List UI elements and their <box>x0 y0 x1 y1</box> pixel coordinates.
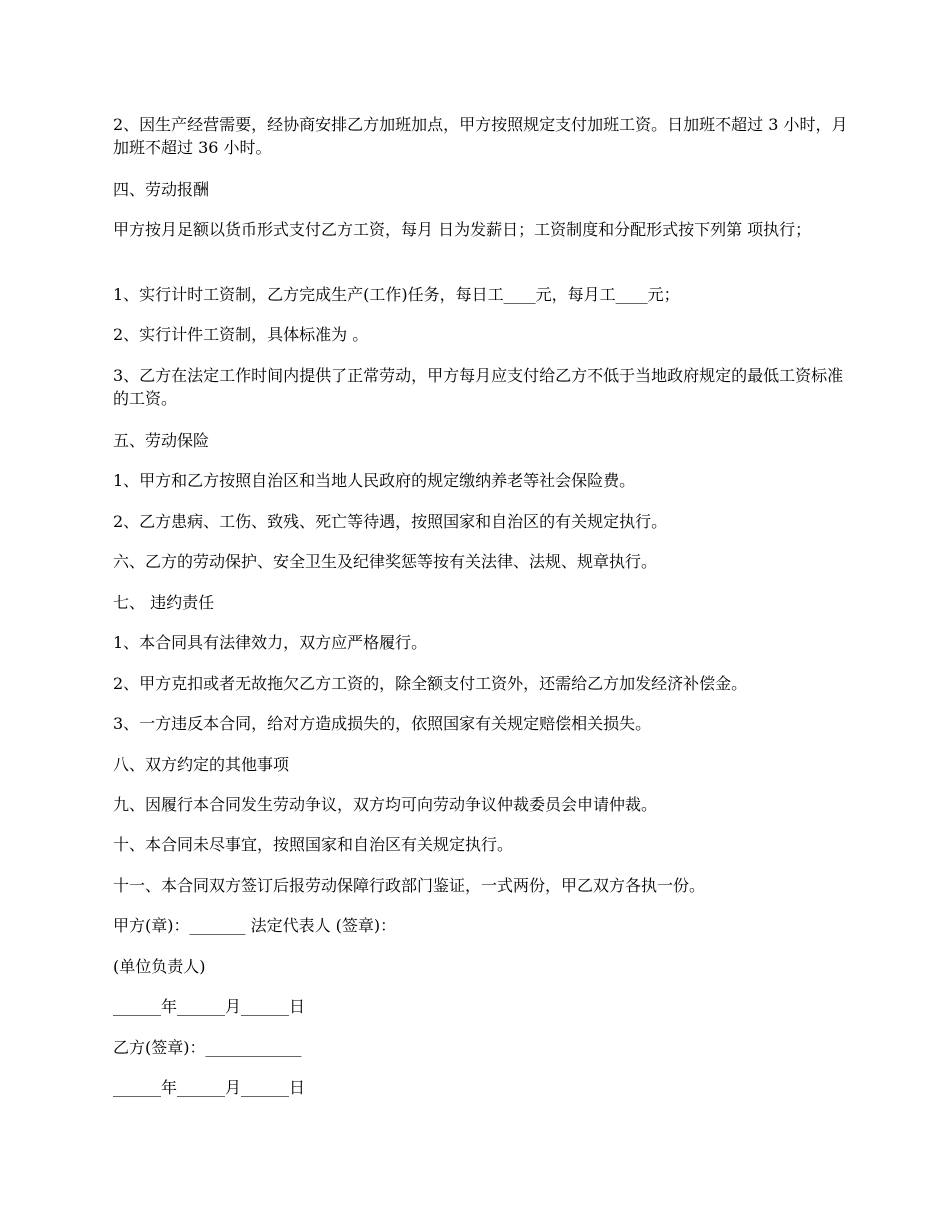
signature-date-b: ______年______月______日 <box>113 1078 306 1097</box>
signature-unit-leader: (单位负责人) <box>113 957 206 976</box>
clause-compensation: 3、一方违反本合同，给对方造成损失的，依照国家有关规定赔偿相关损失。 <box>113 714 652 733</box>
section-unresolved: 十、本合同未尽事宜，按照国家和自治区有关规定执行。 <box>113 835 514 854</box>
clause-illness-injury: 2、乙方患病、工伤、致残、死亡等待遇，按照国家和自治区的有关规定执行。 <box>113 512 668 531</box>
clause-minimum-wage: 3、乙方在法定工作时间内提供了正常劳动，甲方每月应支付给乙方不低于当地政府规定的最低工资标准的工资。 <box>113 366 844 408</box>
clause-payment-method: 甲方按月足额以货币形式支付乙方工资，每月 日为发薪日；工资制度和分配形式按下列第 项执行； <box>113 220 812 239</box>
section-copies: 十一、本合同双方签订后报劳动保障行政部门鉴证，一式两份，甲乙双方各执一份。 <box>113 876 706 895</box>
clause-overtime: 2、因生产经营需要，经协商安排乙方加班加点，甲方按照规定支付加班工资。日加班不超过 3 小时，月加班不超过 36 小时。 <box>113 115 848 157</box>
section-dispute: 九、因履行本合同发生劳动争议，双方均可向劳动争议仲裁委员会申请仲裁。 <box>113 795 658 814</box>
section-other-matters: 八、双方约定的其他事项 <box>113 755 290 774</box>
section-heading-remuneration: 四、劳动报酬 <box>113 180 210 199</box>
signature-party-a: 甲方(章)：_______ 法定代表人 (签章)： <box>113 916 397 935</box>
clause-social-insurance: 1、甲方和乙方按照自治区和当地人民政府的规定缴纳养老等社会保险费。 <box>113 471 636 490</box>
section-labor-protection: 六、乙方的劳动保护、安全卫生及纪律奖惩等按有关法律、法规、规章执行。 <box>113 552 658 571</box>
clause-time-wage: 1、实行计时工资制，乙方完成生产(工作)任务，每日工____元，每月工____元； <box>113 285 680 304</box>
clause-piece-wage: 2、实行计件工资制，具体标准为 。 <box>113 325 369 344</box>
signature-party-b: 乙方(签章)：____________ <box>113 1038 302 1057</box>
clause-legal-effect: 1、本合同具有法律效力，双方应严格履行。 <box>113 633 428 652</box>
clause-wage-arrears: 2、甲方克扣或者无故拖欠乙方工资的，除全额支付工资外，还需给乙方加发经济补偿金。 <box>113 674 748 693</box>
section-heading-breach: 七、 违约责任 <box>113 593 215 612</box>
section-heading-insurance: 五、劳动保险 <box>113 431 210 450</box>
signature-date-a: ______年______月______日 <box>113 997 306 1016</box>
